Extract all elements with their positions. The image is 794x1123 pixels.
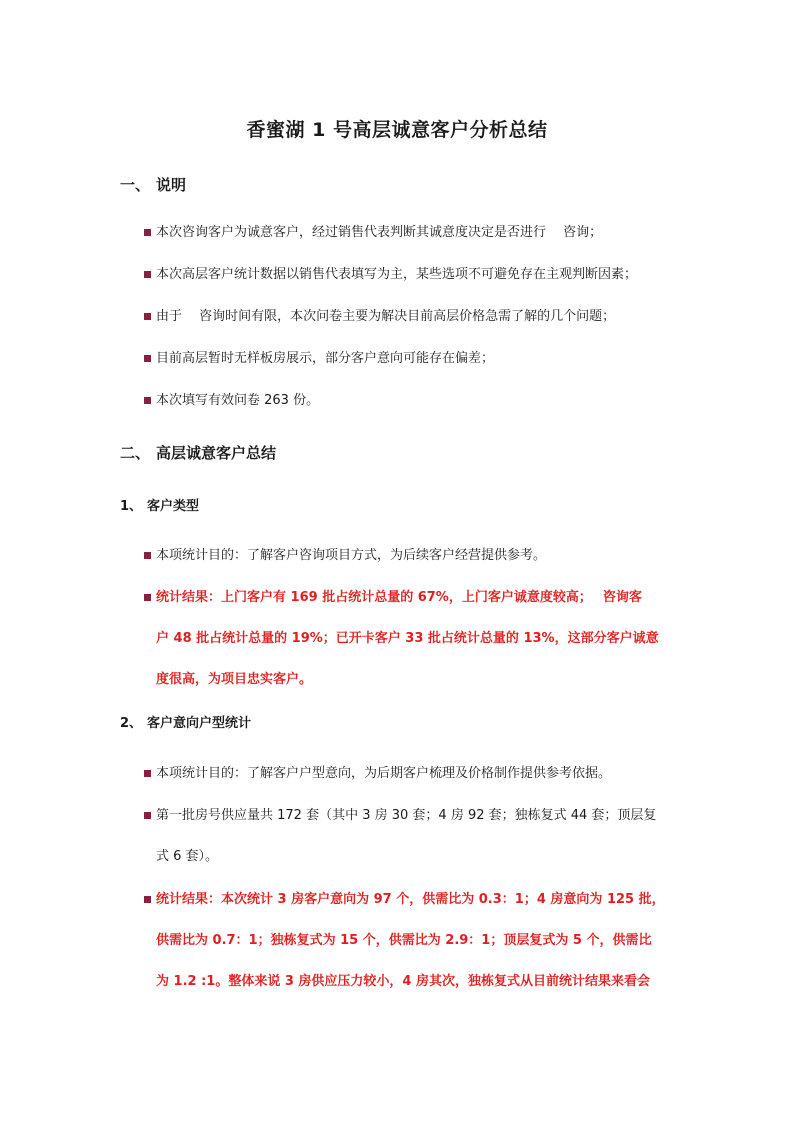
list-item: 本项统计目的：了解客户咨询项目方式，为后续客户经营提供参考。 [156,548,547,563]
bullet-icon [144,313,151,320]
list-item: 目前高层暂时无样板房展示，部分客户意向可能存在偏差； [156,351,495,366]
list-item: 由于 咨询时间有限，本次问卷主要为解决目前高层价格急需了解的几个问题； [156,309,616,324]
subsection-title: 客户类型 [147,499,200,514]
bullet-icon [144,397,151,404]
result-line: 为 1.2 :1。整体来说 3 房供应压力较小，4 房其次，独栋复式从目前统计结果来看会 [156,974,650,989]
result-line: 户 48 批占统计总量的 19%；已开卡客户 33 批占统计总量的 13%，这部分客户诚意 [156,631,659,646]
bullet-icon [144,355,151,362]
result-line: 供需比为 0.7：1；独栋复式为 15 个，供需比为 2.9：1；顶层复式为 5 个，供需比 [156,933,652,948]
list-item-continuation: 式 6 套）。 [156,849,219,864]
result-line: 统计结果：上门客户有 169 批占统计总量的 67%，上门客户诚意度较高； 咨询客 [156,590,642,605]
subsection-heading-2 [120,712,251,731]
bullet-icon [144,271,151,278]
section-heading-1 [120,174,186,195]
section-title: 高层诚意客户总结 [156,444,277,462]
bullet-icon [144,594,151,601]
bullet-icon [144,229,151,236]
result-line: 度很高，为项目忠实客户。 [156,672,313,687]
list-item: 本次高层客户统计数据以销售代表填写为主，某些选项不可避免存在主观判断因素； [156,267,638,282]
list-item: 本次填写有效问卷 263 份。 [156,393,320,408]
list-item: 第一批房号供应量共 172 套（其中 3 房 30 套；4 房 92 套；独栋复式 44 套；顶层复 [156,808,657,823]
subsection-heading-1 [120,495,199,514]
subsection-number: 2、 [120,716,143,731]
section-title: 说明 [156,176,187,194]
section-heading-2 [120,442,276,463]
result-line: 统计结果：本次统计 3 房客户意向为 97 个，供需比为 0.3：1；4 房意向为 125 批， [156,892,665,907]
list-item: 本次咨询客户为诚意客户，经过销售代表判断其诚意度决定是否进行 咨询； [156,225,603,240]
section-number: 二、 [120,444,151,462]
bullet-icon [144,896,151,903]
list-item: 本项统计目的：了解客户户型意向，为后期客户梳理及价格制作提供参考依据。 [156,766,612,781]
document-title: 香蜜湖 1 号高层诚意客户分析总结 [246,119,548,141]
subsection-number: 1、 [120,499,143,514]
subsection-title: 客户意向户型统计 [147,716,252,731]
section-number: 一、 [120,176,151,194]
bullet-icon [144,770,151,777]
bullet-icon [144,812,151,819]
bullet-icon [144,552,151,559]
